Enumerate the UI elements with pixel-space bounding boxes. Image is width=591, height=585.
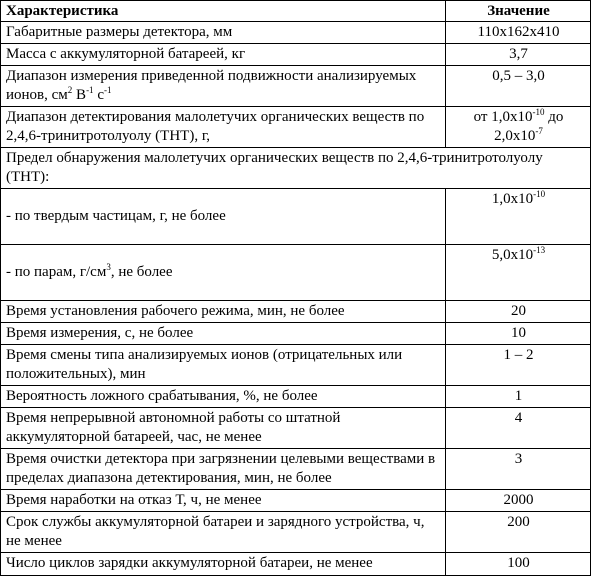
row-value: 1: [446, 386, 591, 408]
row-param: Время наработки на отказ Т, ч, не менее: [1, 490, 446, 512]
row-param: Срок службы аккумуляторной батареи и зарядного устройства, ч, не менее: [1, 512, 446, 553]
row-param: [1, 66, 446, 107]
table-row-merged: [1, 148, 591, 189]
table-row: [1, 66, 591, 107]
value-text: до 2,0x10: [494, 109, 564, 144]
table-header-row: [1, 1, 591, 22]
param-text: В: [72, 87, 87, 103]
row-value: 110х162х410: [446, 22, 591, 44]
param-exponent: -1: [86, 85, 94, 95]
param-exponent: 3: [106, 262, 111, 272]
row-value: 10: [446, 323, 591, 345]
row-value: 100: [446, 553, 591, 576]
row-param: Масса с аккумуляторной батареей, кг: [1, 44, 446, 66]
table-row: [1, 449, 591, 490]
row-value: 20: [446, 301, 591, 323]
merged-section-heading: Предел обнаружения малолетучих органических веществ по 2,4,6-тринитротолуолу (ТНТ):: [1, 148, 591, 189]
param-text: Диапазон измерения приведенной подвижности анализируемых ионов, см: [6, 68, 417, 103]
param-text: с: [93, 87, 104, 103]
row-value: 3: [446, 449, 591, 490]
param-exponent: 2: [67, 85, 73, 95]
value-exponent: -10: [532, 107, 545, 117]
value-text: 5,0x10: [491, 247, 534, 263]
row-value: 2000: [446, 490, 591, 512]
table-row: [1, 553, 591, 576]
row-param: [1, 245, 446, 301]
value-exponent: -10: [533, 189, 546, 199]
row-param: Диапазон детектирования малолетучих органических веществ по 2,4,6-тринитротолуолу (ТНТ), г,: [1, 107, 446, 148]
table-row: [1, 44, 591, 66]
table-row: [1, 301, 591, 323]
table-row: [1, 323, 591, 345]
row-param: Вероятность ложного срабатывания, %, не более: [1, 386, 446, 408]
param-exponent: -1: [103, 85, 112, 95]
value-text: от 1,0x10: [473, 109, 533, 125]
row-param: Число циклов зарядки аккумуляторной батареи, не менее: [1, 553, 446, 576]
row-param: Время смены типа анализируемых ионов (отрицательных или положительных), мин: [1, 345, 446, 386]
row-param: - по твердым частицам, г, не более: [1, 189, 446, 245]
header-characteristic: Характеристика: [1, 1, 446, 22]
value-exponent: -7: [535, 126, 543, 136]
row-param: Время установления рабочего режима, мин, не более: [1, 301, 446, 323]
table-row: [1, 490, 591, 512]
table-row: [1, 107, 591, 148]
row-value: 200: [446, 512, 591, 553]
row-value: [446, 245, 591, 301]
table-row: [1, 386, 591, 408]
table-row: [1, 189, 591, 245]
row-param: Время измерения, с, не более: [1, 323, 446, 345]
row-value: 4: [446, 408, 591, 449]
table-row: [1, 408, 591, 449]
row-value: 3,7: [446, 44, 591, 66]
table-row: [1, 345, 591, 386]
row-value: 0,5 – 3,0: [446, 66, 591, 107]
row-param: Время очистки детектора при загрязнении целевыми веществами в пределах диапазона детектирования, мин, не более: [1, 449, 446, 490]
row-param: Габаритные размеры детектора, мм: [1, 22, 446, 44]
param-text: , не более: [110, 264, 173, 280]
param-text: - по парам, г/см: [6, 264, 107, 280]
row-value: [446, 189, 591, 245]
row-value: [446, 107, 591, 148]
table-row: [1, 245, 591, 301]
table-row: [1, 22, 591, 44]
row-value: 1 – 2: [446, 345, 591, 386]
header-value: Значение: [446, 1, 591, 22]
value-text: 1,0x10: [491, 191, 534, 207]
row-param: Время непрерывной автономной работы со штатной аккумуляторной батареей, час, не менее: [1, 408, 446, 449]
table-row: [1, 512, 591, 553]
value-exponent: -13: [533, 245, 546, 255]
